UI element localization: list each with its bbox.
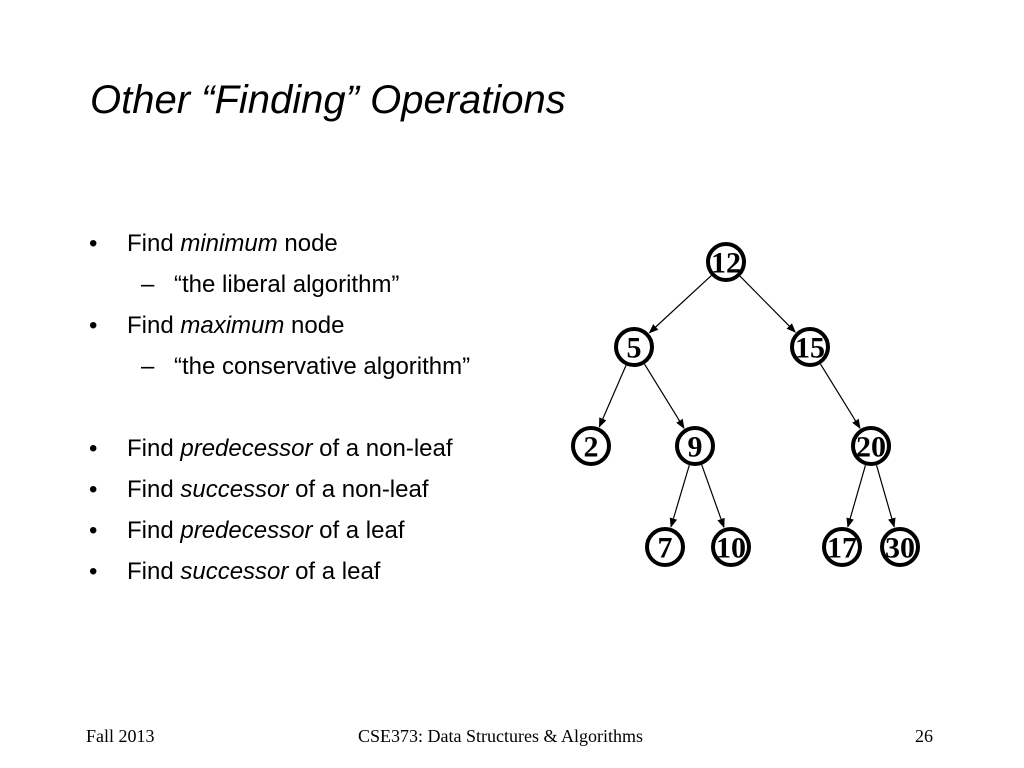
- tree-node-label: 5: [626, 331, 642, 365]
- tree-node-label: 20: [856, 430, 886, 464]
- bullet-suffix: of a leaf: [312, 517, 405, 544]
- tree-edge-9-7: [671, 465, 689, 527]
- tree-node-label: 9: [687, 430, 703, 464]
- bullet-mark: •: [89, 312, 98, 339]
- bullet-prefix: Find: [127, 476, 181, 503]
- footer-term: Fall 2013: [86, 726, 155, 746]
- tree-edge-5-2: [599, 365, 626, 426]
- bullet-prefix: Find: [127, 558, 181, 585]
- bullet-emphasis: maximum: [180, 312, 285, 339]
- tree-edge-20-30: [877, 465, 895, 527]
- bullet-emphasis: predecessor: [180, 517, 313, 544]
- bullet-mark: •: [89, 476, 98, 503]
- bullet-suffix: node: [277, 230, 338, 257]
- bullet-suffix: node: [284, 312, 345, 339]
- sub-bullet-text: “the liberal algorithm”: [174, 271, 400, 298]
- tree-node-9: [677, 428, 713, 464]
- bullet-mark: •: [89, 558, 98, 585]
- tree-edge-20-17: [848, 465, 866, 527]
- tree-edge-12-15: [740, 276, 795, 332]
- tree-nodes: [573, 244, 918, 565]
- tree-node-5: [616, 329, 652, 365]
- tree-node-label: 15: [795, 331, 825, 365]
- dash-mark: –: [141, 271, 155, 298]
- bullet-mark: •: [89, 517, 98, 544]
- tree-node-7: [647, 529, 683, 565]
- tree-node-15: [792, 329, 828, 365]
- sub-bullet-text: “the conservative algorithm”: [174, 353, 471, 380]
- tree-node-label: 30: [885, 531, 915, 565]
- tree-node-10: [713, 529, 749, 565]
- tree-node-12: [708, 244, 744, 280]
- tree-node-label: 2: [583, 430, 599, 464]
- bullet-prefix: Find: [127, 230, 181, 257]
- tree-node-30: [882, 529, 918, 565]
- bullet-mark: •: [89, 435, 98, 462]
- bullet-suffix: of a non-leaf: [312, 435, 453, 462]
- tree-edge-12-5: [649, 276, 711, 333]
- tree-node-label: 17: [827, 531, 857, 565]
- footer-course: CSE373: Data Structures & Algorithms: [358, 726, 643, 746]
- tree-edge-15-20: [820, 364, 859, 428]
- bullet-prefix: Find: [127, 435, 181, 462]
- bullet-emphasis: predecessor: [180, 435, 313, 462]
- bullet-prefix: Find: [127, 517, 181, 544]
- bullet-prefix: Find: [127, 312, 181, 339]
- tree-edges: [599, 276, 894, 528]
- bullet-mark: •: [89, 230, 98, 257]
- tree-node-2: [573, 428, 609, 464]
- bullet-suffix: of a leaf: [288, 558, 381, 585]
- tree-edge-5-9: [644, 364, 683, 428]
- slide-number: 26: [915, 726, 933, 746]
- slide-title: Other “Finding” Operations: [90, 78, 566, 122]
- tree-node-label: 12: [711, 246, 741, 280]
- tree-node-17: [824, 529, 860, 565]
- dash-mark: –: [141, 353, 155, 380]
- bullet-emphasis: successor: [180, 476, 289, 503]
- tree-node-20: [853, 428, 889, 464]
- bullet-emphasis: minimum: [180, 230, 278, 257]
- tree-node-label: 10: [716, 531, 746, 565]
- tree-node-label: 7: [657, 531, 673, 565]
- bullet-emphasis: successor: [180, 558, 289, 585]
- tree-edge-9-10: [702, 465, 724, 527]
- bullet-suffix: of a non-leaf: [288, 476, 429, 503]
